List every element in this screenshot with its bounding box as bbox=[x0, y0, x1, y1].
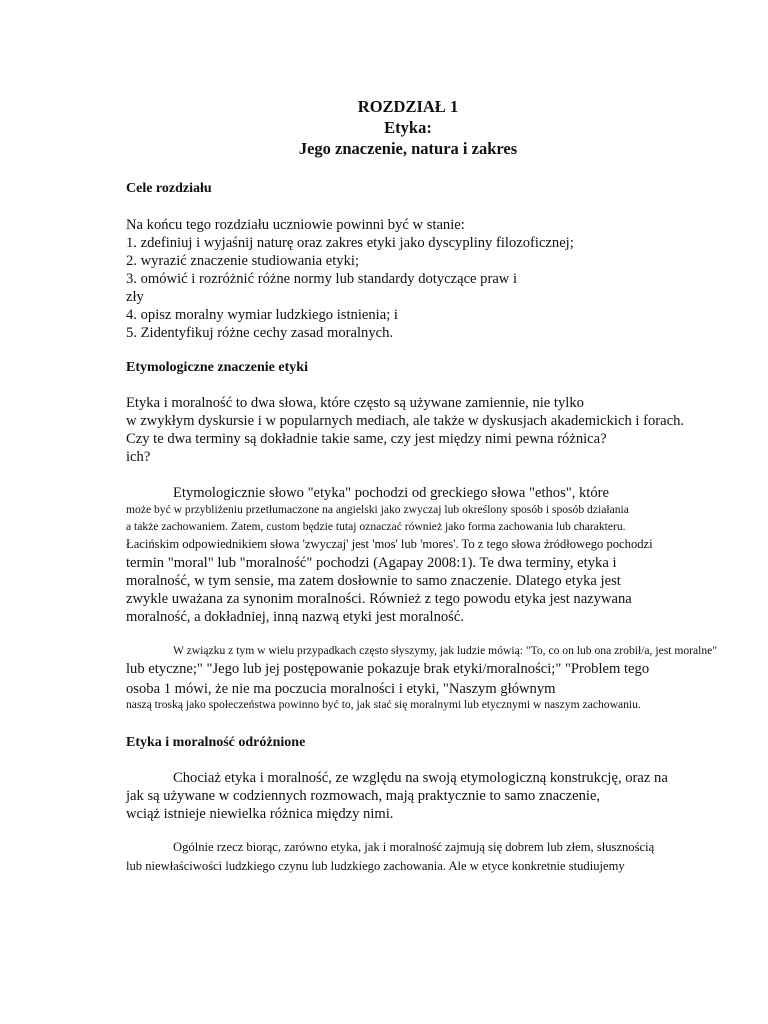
paragraph-line: Ogólnie rzecz biorąc, zarówno etyka, jak i moralność zajmują się dobrem lub złem, słusznością bbox=[173, 840, 655, 854]
section-heading-odroznione: Etyka i moralność odróżnione bbox=[126, 735, 306, 750]
chapter-subtitle: Jego znaczenie, natura i zakres bbox=[298, 139, 518, 158]
cele-item: zły bbox=[126, 289, 144, 305]
paragraph-line: moralność, w tym sensie, ma zatem dosłownie to samo znaczenie. Dlatego etyka jest bbox=[126, 573, 621, 589]
paragraph-line: może być w przybliżeniu przetłumaczone na angielski jako zwyczaj lub określony sposób i sposób działania bbox=[126, 503, 629, 516]
paragraph-line: lub etyczne;" "Jego lub jej postępowanie pokazuje brak etyki/moralności;" "Problem tego bbox=[126, 661, 650, 677]
paragraph-line: moralność, a dokładniej, inną nazwą etyki jest moralność. bbox=[126, 609, 464, 625]
cele-item: 5. Zidentyfikuj różne cechy zasad moralnych. bbox=[126, 325, 394, 341]
paragraph-line: Chociaż etyka i moralność, ze względu na swoją etymologiczną konstrukcję, oraz na bbox=[173, 770, 668, 786]
paragraph-line: naszą troską jako społeczeństwa powinno być to, jak stać się moralnymi lub etycznymi w naszym zachowaniu. bbox=[126, 698, 641, 711]
chapter-title: Etyka: bbox=[384, 118, 432, 137]
paragraph-line: osoba 1 mówi, że nie ma poczucia moralności i etyki, "Naszym głównym bbox=[126, 681, 556, 697]
paragraph-line: w zwykłym dyskursie i w popularnych mediach, ale także w dyskusjach akademickich i forach. bbox=[126, 413, 685, 429]
cele-item: 2. wyrazić znaczenie studiowania etyki; bbox=[126, 253, 359, 269]
paragraph-line: wciąż istnieje niewielka różnica między nimi. bbox=[126, 806, 394, 822]
paragraph-line: a także zachowaniem. Zatem, custom będzie tutaj oznaczać również jako forma zachowania lub charakteru. bbox=[126, 520, 626, 533]
cele-intro: Na końcu tego rozdziału uczniowie powinni być w stanie: bbox=[126, 217, 465, 233]
cele-item: 4. opisz moralny wymiar ludzkiego istnienia; i bbox=[126, 307, 398, 323]
paragraph-line: Łacińskim odpowiednikiem słowa 'zwyczaj' jest 'mos' lub 'mores'. To z tego słowa źródłowego pochodzi bbox=[126, 537, 653, 551]
paragraph-line: Czy te dwa terminy są dokładnie takie same, czy jest między nimi pewna różnica? bbox=[126, 431, 607, 447]
section-heading-cele: Cele rozdziału bbox=[126, 181, 212, 196]
paragraph-line: Etymologicznie słowo "etyka" pochodzi od greckiego słowa "ethos", które bbox=[173, 485, 609, 501]
paragraph-line: jak są używane w codziennych rozmowach, mają praktycznie to samo znaczenie, bbox=[126, 788, 601, 804]
cele-item: 3. omówić i rozróżnić różne normy lub standardy dotyczące praw i bbox=[126, 271, 518, 287]
paragraph-line: W związku z tym w wielu przypadkach często słyszymy, jak ludzie mówią: "To, co on lub ona zrobił/a, jest moralne" bbox=[173, 644, 718, 657]
paragraph-line: termin "moral" lub "moralność" pochodzi (Agapay 2008:1). Te dwa terminy, etyka i bbox=[126, 555, 617, 571]
chapter-number: ROZDZIAŁ 1 bbox=[357, 97, 459, 116]
paragraph-line: lub niewłaściwości ludzkiego czynu lub ludzkiego zachowania. Ale w etyce konkretnie studiujemy bbox=[126, 859, 625, 873]
cele-item: 1. zdefiniuj i wyjaśnij naturę oraz zakres etyki jako dyscypliny filozoficznej; bbox=[126, 235, 574, 251]
paragraph-line: ich? bbox=[126, 449, 151, 465]
section-heading-etymologia: Etymologiczne znaczenie etyki bbox=[126, 360, 308, 375]
paragraph-line: zwykle uważana za synonim moralności. Również z tego powodu etyka jest nazywana bbox=[126, 591, 632, 607]
paragraph-line: Etyka i moralność to dwa słowa, które często są używane zamiennie, nie tylko bbox=[126, 395, 584, 411]
